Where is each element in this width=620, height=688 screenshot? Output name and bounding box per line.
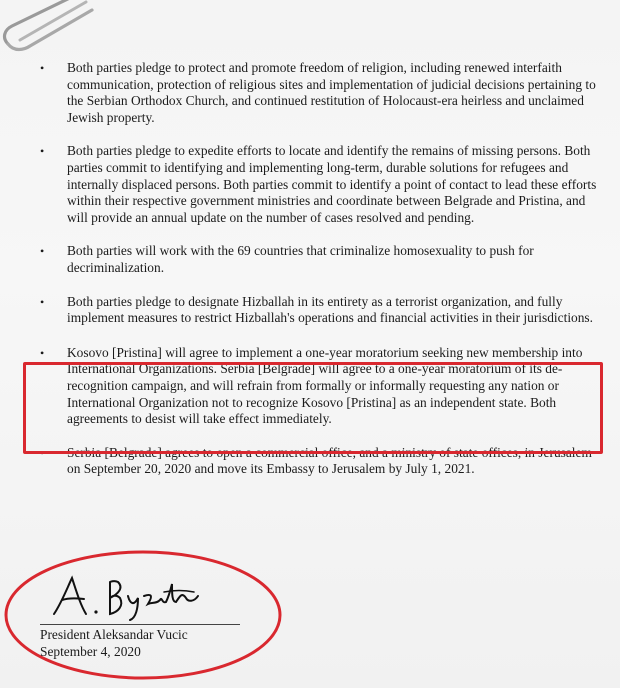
signer-block xyxy=(40,626,188,660)
bullet-text: Both parties will work with the 69 countries that criminalize homosexuality to push for decriminalization. xyxy=(67,243,534,275)
bullet-dot-icon: • xyxy=(40,445,45,460)
bullet-dot-icon: • xyxy=(40,61,45,75)
list-item xyxy=(40,294,600,327)
list-item xyxy=(40,60,600,126)
handwritten-signature xyxy=(48,572,218,622)
list-item xyxy=(40,243,600,276)
list-item xyxy=(40,143,600,226)
signature-line xyxy=(40,624,240,625)
bullet-text: Both parties pledge to protect and promote freedom of religion, including renewed interfaith communication, protection of religious sites and implementation of judicial decisions pertaining to the Serbian Orthodox Church, and continued restitution of Holocaust-era heirless and unclaimed Jewish property. xyxy=(67,60,596,125)
bullet-text: Serbia [Belgrade] agrees to open a commercial office, and a ministry of state offices, in Jerusalem on September 20, 2020 and move its Embassy to Jerusalem by July 1, 2021. xyxy=(67,444,592,477)
bullet-dot-icon: • xyxy=(40,345,45,360)
bullet-text: Both parties pledge to expedite efforts to locate and identify the remains of missing persons. Both parties commit to identifying and implementing long-term, durable solutions for refugees and internally displaced persons. Both parties commit to identify a point of contact to lead these efforts within their respective government ministries and coordinate between Belgrade and Pristina, and will provide an annual update on the number of cases resolved and pending. xyxy=(67,143,597,225)
bullet-dot-icon: • xyxy=(40,144,45,159)
signer-name: President Aleksandar Vucic xyxy=(40,627,188,642)
bullet-text: Both parties pledge to designate Hizballah in its entirety as a terrorist organization, and fully implement measures to restrict Hizballah's operations and financial activities in their jurisdictions. xyxy=(67,293,593,326)
bullet-dot-icon: • xyxy=(40,294,45,309)
signing-date: September 4, 2020 xyxy=(40,644,141,659)
red-highlight-box xyxy=(23,362,603,454)
bullet-text: Kosovo [Pristina] will agree to implement a one-year moratorium seeking new membership into International Organizations. Serbia [Belgrade] will agree to a one-year moratorium of its de-recognition campaign, and will refrain from formally or informally requesting any nation or International Organization not to recognize Kosovo [Pristina] as an independent state. Both agreements to desist will take effect immediately. xyxy=(67,344,583,427)
bullet-dot-icon: • xyxy=(40,244,45,259)
